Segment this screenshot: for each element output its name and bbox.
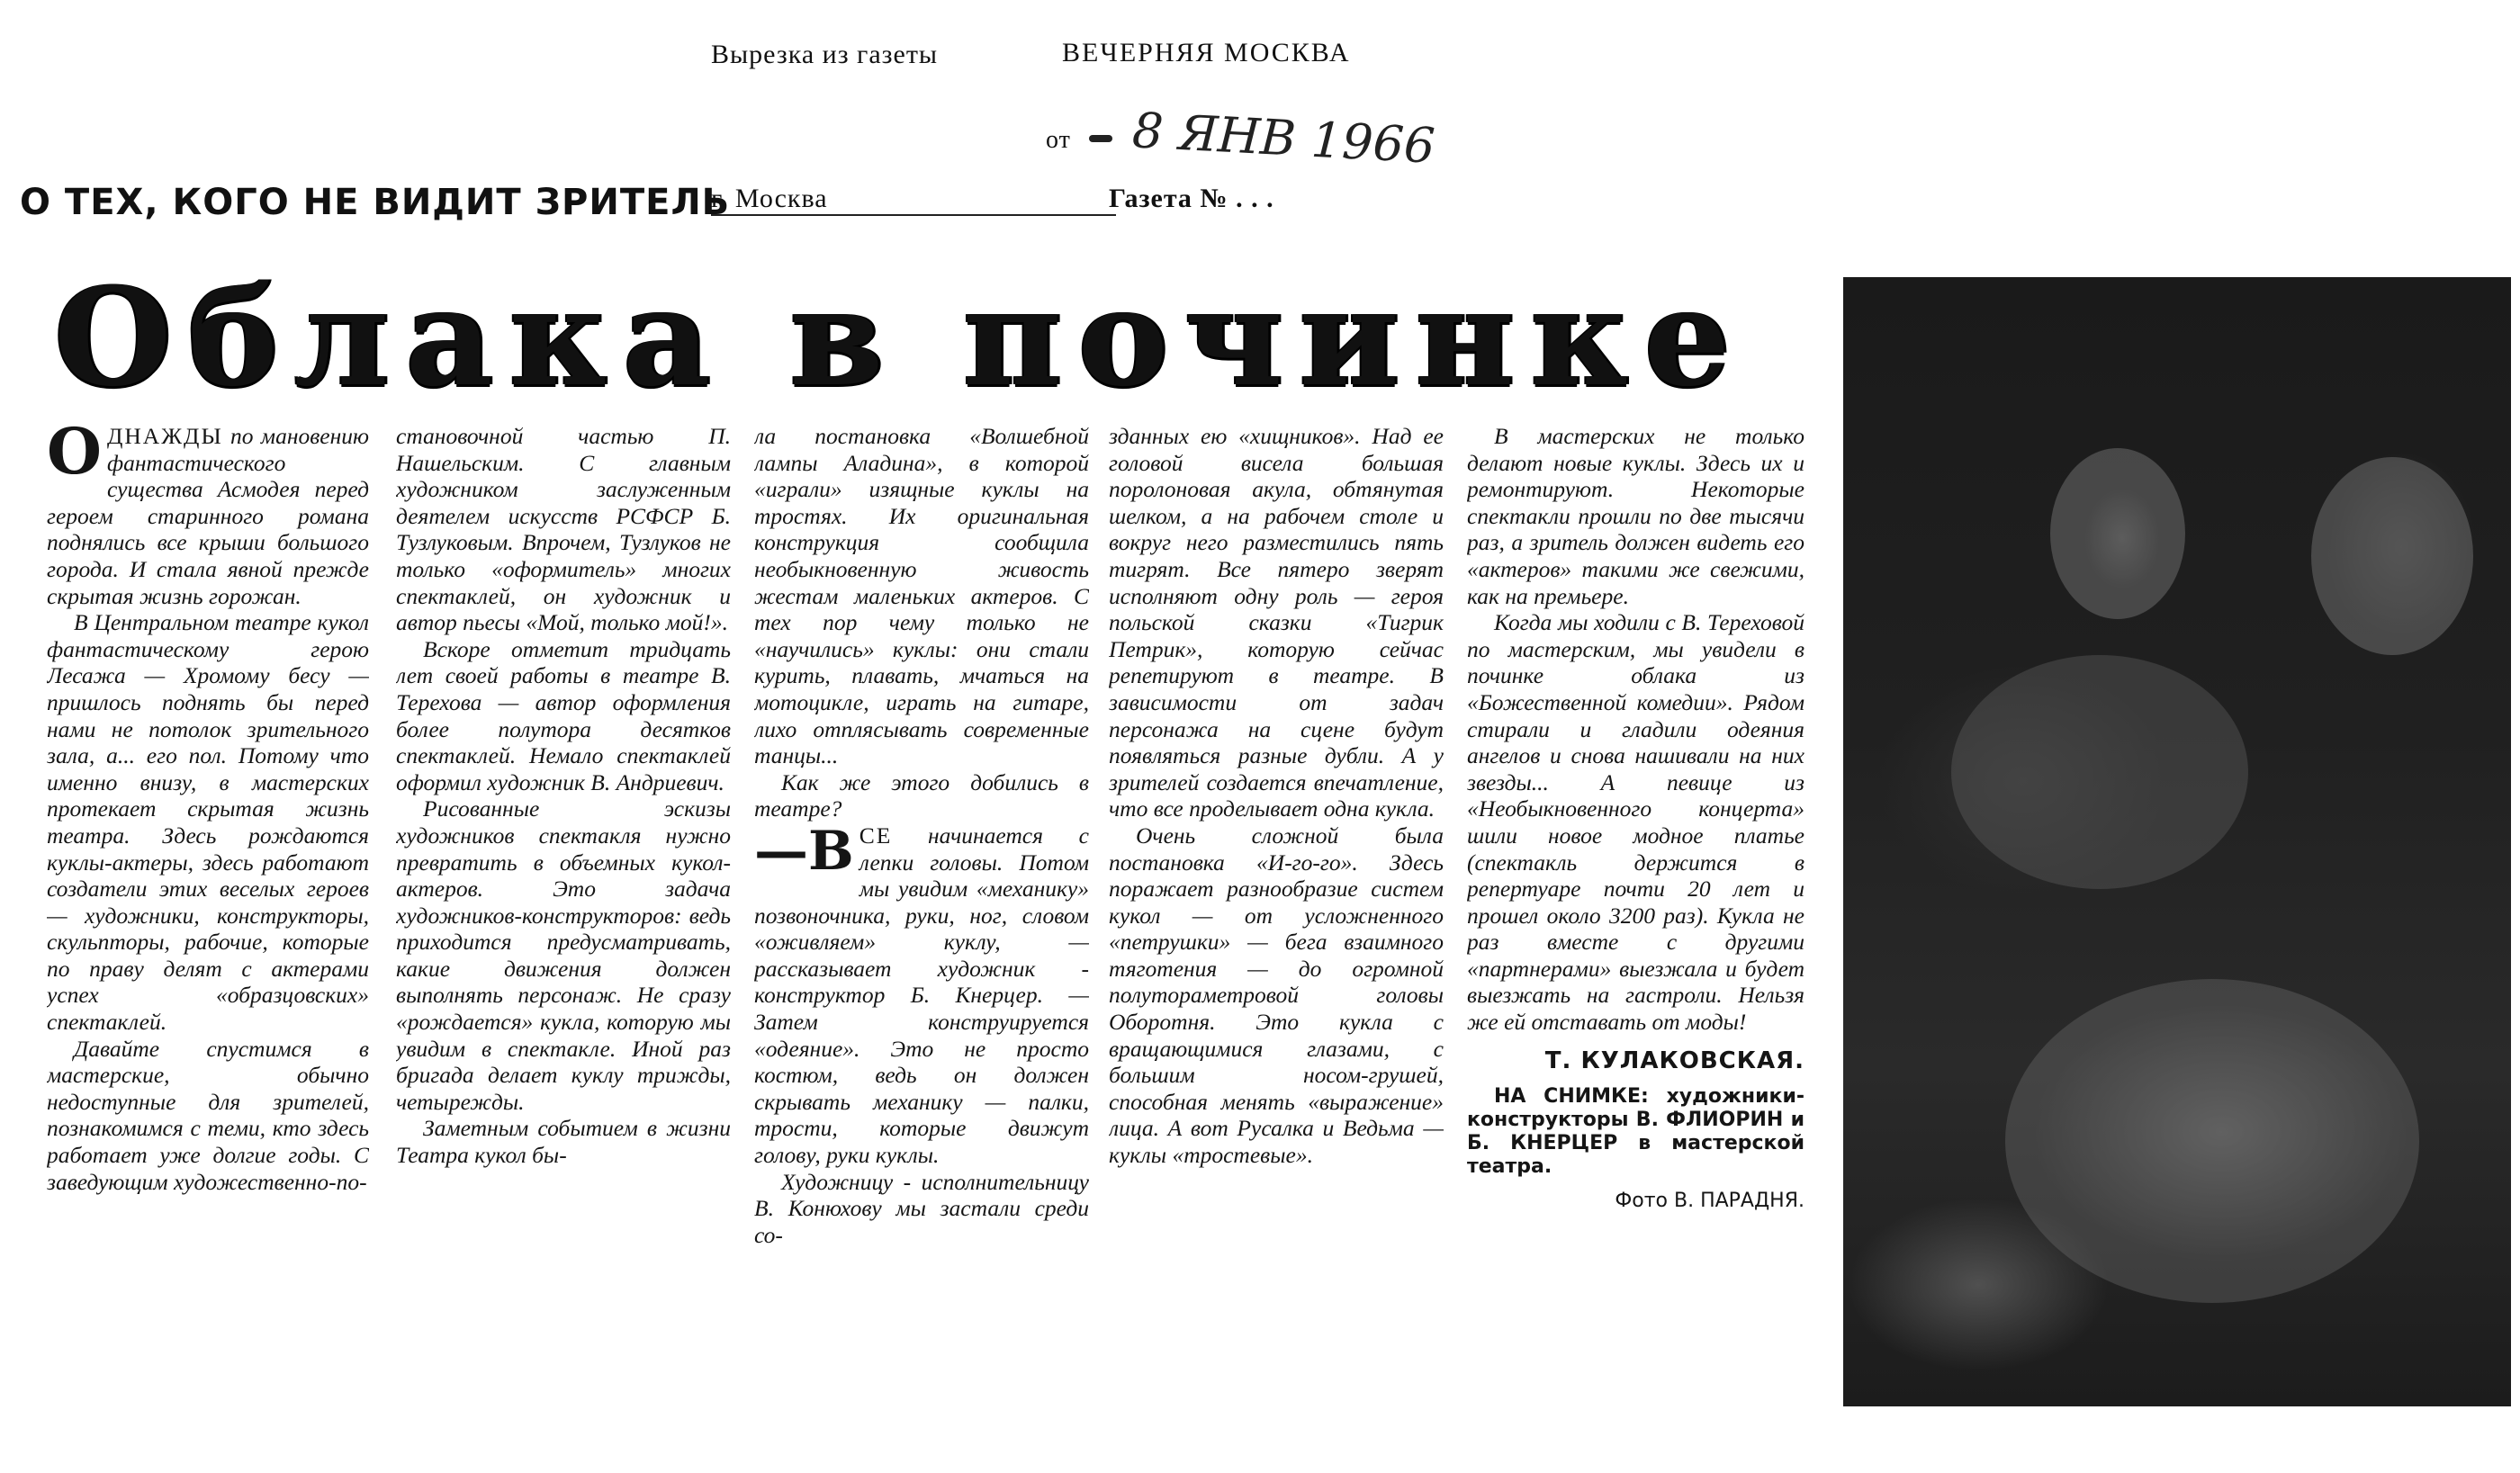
dash-mark <box>1089 135 1112 142</box>
paragraph: Вскоре отметит тридцать лет своей работы в театре В. Терехова — автор оформления более полутора десятков спектаклей. Немало спектаклей оформил художник В. Андриевич. <box>396 635 731 795</box>
issue-field: Газета № . . . <box>1109 184 1274 213</box>
author-byline: Т. КУЛАКОВСКАЯ. <box>1544 1046 1804 1074</box>
paragraph: Художницу - исполнительницу В. Конюхову мы застали среди со- <box>754 1168 1089 1248</box>
photo-credit: Фото В. ПАРАДНЯ. <box>1615 1190 1804 1213</box>
date-prefix: от <box>1046 126 1071 154</box>
paragraph: зданных ею «хищников». Над ее головой висела большая поролоновая акула, обтянутая шелком, а на рабочем столе и вокруг него разместились пять тигрят. Все пятеро зверят исполняют одну роль — героя польской сказки «Тигрик Петрик», которую сейчас репетируют в театре. В зависимости от задач персонажа на сцене будут появляться разные дубли. А у зрителей создается впечатление, что все проделывает одна кукла. <box>1109 423 1444 822</box>
paragraph: становочной частью П. Нашельским. С главным художником заслуженным деятелем искусств РСФСР Б. Тузлуковым. Впрочем, Тузлуков не только «оформитель» многих спектаклей, он художник и автор пьесы «Мой, только мой!». <box>396 423 731 636</box>
paragraph <box>47 423 369 609</box>
lead-word: СЕ <box>859 822 893 849</box>
photo-caption: НА СНИМКЕ: художники-конструкторы В. ФЛИОРИН и Б. КНЕРЦЕР в мастерской театра. <box>1467 1085 1804 1179</box>
article-column-2 <box>396 423 731 1431</box>
date-stamp: 8 ЯНВ 1966 <box>1130 102 1436 175</box>
paragraph <box>754 819 1089 1169</box>
paragraph: ла постановка «Волшебной лампы Аладина», в которой «играли» изящные куклы на тростях. Их оригинальная конструкция сообщила необыкновенную живость жестам маленьких актеров. С тех пор чему только не «научились» куклы: они стали курить, плавать, мчаться на мотоцикле, играть на гитаре, лихо отплясывать современные танцы... <box>754 423 1089 769</box>
paragraph: Заметным событием в жизни Театра кукол бы- <box>396 1115 731 1169</box>
newspaper-name: ВЕЧЕРНЯЯ МОСКВА <box>1062 38 1351 67</box>
article-column-5 <box>1467 423 1804 1431</box>
article-column-3 <box>754 423 1089 1431</box>
paragraph-text: начинается с лепки головы. Потом мы увидим «механику» позвоночника, руки, ног, словом «оживляем» куклу, — рассказывает художник - конструктор Б. Кнерцер. — Затем конструируется «одеяние». Это не просто костюм, ведь он должен скрывать механику — палки, трости, которые движут голову, руки куклы. <box>754 822 1089 1169</box>
workshop-photo <box>1843 277 2511 1406</box>
article-rubric: О ТЕХ, КОГО НЕ ВИДИТ ЗРИТЕЛЬ <box>20 182 731 223</box>
paragraph: Рисованные эскизы художников спектакля нужно превратить в объемных кукол-актеров. Это задача художников-конструкторов: ведь приходится предусматривать, какие движения должен выполнять персонаж. Не сразу «рождается» кукла, которую мы увидим в спектакле. Иной раз бригада делает куклу трижды, четырежды. <box>396 795 731 1115</box>
article-column-4 <box>1109 423 1444 1431</box>
paragraph: В Центральном театре кукол фантастическому герою Лесажа — Хромому бесу — пришлось поднять бы перед нами не потолок зрительного зала, а... его пол. Потому что именно внизу, в мастерских протекает скрытая жизнь театра. Здесь рождаются куклы-актеры, здесь работают создатели этих веселых героев — художники, конструкторы, скульпторы, рабочие, которые по праву делят с актерами успех «образцовских» спектаклей. <box>47 609 369 1036</box>
paragraph: В мастерских не только делают новые куклы. Здесь их и ремонтируют. Некоторые спектакли прошли по две тысячи раз, а зритель должен видеть его «актеров» такими же свежими, как на премьере. <box>1467 423 1804 609</box>
paragraph: Давайте спустимся в мастерские, обычно недоступные для зрителей, познакомимся с теми, кто здесь работает уже долгие годы. С заведующим художественно-по- <box>47 1035 369 1195</box>
city-field: г. Москва <box>711 184 1116 216</box>
paragraph: Когда мы ходили с В. Тереховой по мастерским, мы увидели в починке облака из «Божественной комедии». Рядом стирали и гладили одеяния ангелов и снова нашивали на них звезды... А певице из «Необыкновенного концерта» шили новое модное платье (спектакль держится в репертуаре почти 20 лет и прошел около 3200 раз). Кукла не раз вместе с другими «партнерами» выезжала и будет выезжать на гастроли. Нельзя же ей отставать от моды! <box>1467 609 1804 1036</box>
photo-figure <box>2311 457 2473 655</box>
paragraph: Как же этого добились в театре? <box>754 768 1089 822</box>
paragraph: Очень сложной была постановка «И-го-го». Здесь поражает разнообразие систем кукол — от усложненного «петрушки» — бега взаимного тяготения — до огромной полутораметровой головы Оборотня. Это кукла с вращающимися глазами, с большим носом-грушей, способная менять «выражение» лица. А вот Русалка и Ведьма — куклы «тростевые». <box>1109 822 1444 1169</box>
article-headline: Облака в починке <box>54 258 1747 417</box>
drop-cap: —В <box>754 819 854 883</box>
photo-figure <box>1951 655 2248 889</box>
photo-figure <box>2050 448 2185 619</box>
lead-word: ДНАЖДЫ <box>106 423 223 449</box>
drop-cap: О <box>47 423 102 489</box>
photo-figure <box>2005 979 2419 1303</box>
article-column-1 <box>47 423 369 1431</box>
paragraph-text: по мановению фантастического существа Асмодея перед героем старинного романа поднялись все крыши большого города. И стала явной прежде скрытая жизнь горожан. <box>47 423 369 609</box>
clipping-label: Вырезка из газеты <box>711 40 939 69</box>
